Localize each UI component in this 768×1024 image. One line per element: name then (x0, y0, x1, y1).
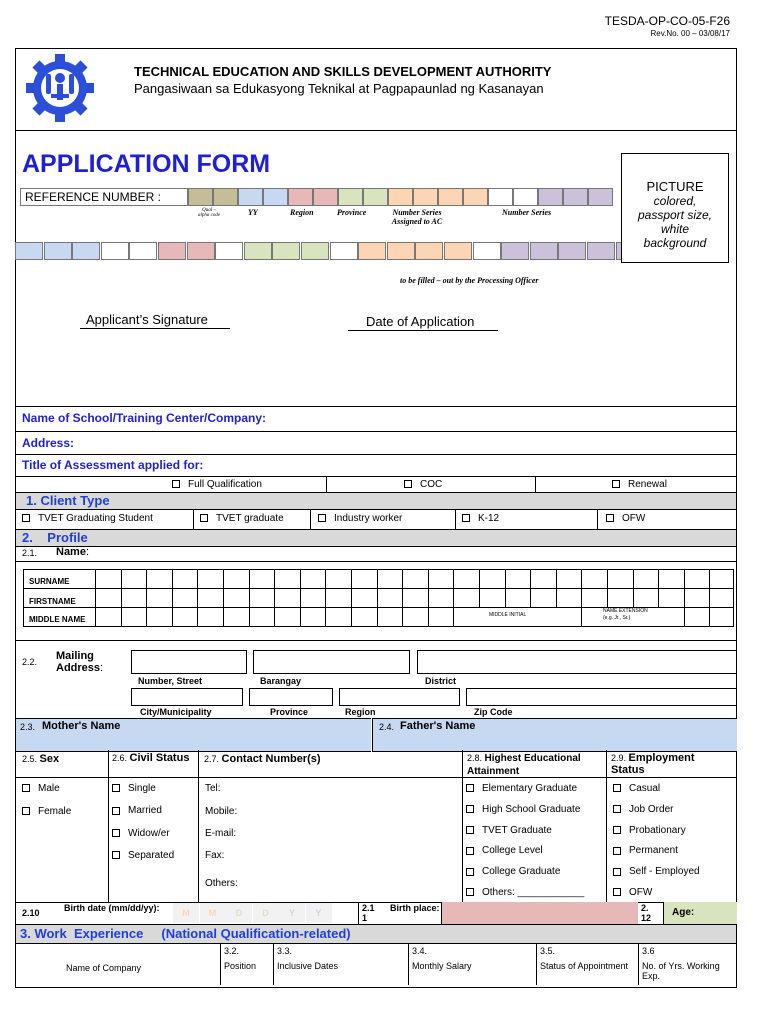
education-option-label: High School Graduate (482, 803, 581, 815)
processing-note: to be filled – out by the Processing Officer (400, 276, 539, 285)
education-option-2[interactable] (466, 825, 552, 836)
work-column-4 (536, 943, 639, 985)
district-label: District (425, 676, 457, 686)
checkbox[interactable] (613, 805, 621, 813)
civil-option-label: Married (128, 805, 162, 817)
name-label: Name (56, 546, 86, 558)
processing-cell[interactable] (501, 242, 529, 260)
section-title: 3. Work Experience (National Qualification-related) (20, 926, 351, 941)
divider (310, 509, 311, 529)
surname-label: SURNAME (29, 577, 70, 586)
birthdate-cell[interactable]: M (200, 903, 227, 923)
divider (15, 777, 737, 778)
processing-cell[interactable] (301, 242, 329, 260)
checkbox[interactable] (606, 514, 614, 522)
contact-field-2[interactable]: E-mail: (205, 828, 237, 839)
option-label: OFW (622, 513, 646, 524)
checkbox[interactable] (22, 807, 30, 815)
grid-col-line (223, 569, 224, 626)
name-extension-note: (e.g. Jr., Sr.) (603, 615, 631, 621)
checkbox[interactable] (22, 784, 30, 792)
reference-cell[interactable] (438, 188, 463, 206)
checkbox[interactable] (466, 847, 474, 855)
work-column-0 (16, 943, 221, 985)
reference-cell[interactable] (288, 188, 313, 206)
civil-status-heading (112, 752, 198, 764)
mother-name-label: Mother's Name (42, 720, 121, 732)
civil-option-label: Separated (128, 849, 175, 861)
work-column-number: 3.2. (224, 946, 240, 956)
option-label: TVET graduate (216, 513, 284, 524)
reference-cell[interactable] (463, 188, 488, 206)
checkbox[interactable] (200, 514, 208, 522)
mother-name-field[interactable] (16, 718, 371, 752)
work-column-label: Status of Appointment (540, 961, 629, 971)
divider (108, 750, 109, 902)
work-column-label: Inclusive Dates (277, 961, 339, 971)
caption-yy: YY (248, 208, 258, 217)
processing-cell[interactable] (15, 242, 43, 260)
caption-number-series-ac: Number Series Assigned to AC (391, 208, 443, 226)
checkbox[interactable] (466, 868, 474, 876)
caption-number-series: Number Series (502, 208, 552, 217)
city-label: City/Municipality (140, 707, 212, 717)
birthdate-number: 2.10 (22, 908, 40, 918)
sex-option-label: Male (38, 783, 60, 794)
divider (15, 406, 737, 407)
father-name-field[interactable] (372, 718, 737, 752)
grid-col-line (197, 569, 198, 626)
work-column-1 (220, 943, 274, 985)
client-type-header (16, 492, 736, 510)
grid-col-line (274, 569, 275, 626)
option-renewal[interactable] (612, 479, 667, 490)
education-option-label: Elementary Graduate (482, 783, 578, 794)
birthplace-label: Birth place: (390, 903, 440, 913)
employment-option-2[interactable] (613, 825, 686, 836)
checkbox[interactable] (112, 829, 120, 837)
profile-header (16, 529, 736, 547)
employment-label: Employment Status (611, 752, 695, 776)
checkbox[interactable] (613, 868, 621, 876)
district-input[interactable] (417, 650, 737, 674)
divider (535, 476, 536, 492)
processing-cell[interactable] (558, 242, 586, 260)
name-number: 2.1. (22, 548, 38, 558)
reference-cell[interactable] (588, 188, 613, 206)
employment-option-0[interactable] (613, 783, 660, 794)
section-title: 1. Client Type (26, 493, 110, 508)
reference-cell[interactable] (363, 188, 388, 206)
street-label: Number, Street (138, 676, 203, 686)
contact-heading (204, 753, 321, 765)
processing-cell[interactable] (187, 242, 215, 260)
divider (15, 476, 737, 477)
age-label: Age: (672, 907, 695, 918)
checkbox[interactable] (172, 480, 180, 488)
sex-label: Sex (39, 753, 60, 765)
employment-option-label: Probationary (629, 824, 686, 836)
checkbox[interactable] (613, 888, 621, 896)
checkbox[interactable] (613, 784, 621, 792)
checkbox[interactable] (404, 480, 412, 488)
civil-option-3[interactable] (112, 850, 174, 861)
birthdate-cell[interactable]: M (173, 903, 200, 923)
work-column-label: Name of Company (66, 963, 142, 973)
work-column-3 (408, 943, 537, 985)
divider (462, 750, 463, 902)
work-column-number: 3.5. (540, 946, 556, 956)
agency-name-filipino: Pangasiwaan sa Edukasyong Teknikal at Pagpapaunlad ng Kasanayan (134, 81, 544, 96)
contact-field-4[interactable]: Others: (205, 878, 238, 889)
grid-col-line (300, 569, 301, 626)
reference-cell[interactable] (513, 188, 538, 206)
father-name-label: Father's Name (400, 720, 476, 732)
option-label: K-12 (478, 513, 500, 524)
divider (358, 902, 359, 924)
revision-number: Rev.No. 00 – 03/08/17 (650, 29, 730, 38)
divider (606, 750, 607, 902)
name-extension-label: NAME EXTENSION (603, 608, 648, 614)
processing-cell[interactable] (473, 242, 501, 260)
option-label: Renewal (628, 479, 667, 490)
street-input[interactable] (131, 650, 247, 674)
contact-number: 2.7. (204, 754, 220, 764)
picture-box[interactable] (621, 153, 729, 263)
region-label: Region (345, 707, 376, 717)
civil-option-2[interactable] (112, 828, 170, 839)
divider (15, 431, 737, 432)
grid-col-line (351, 569, 352, 626)
divider (15, 130, 737, 131)
age-input[interactable] (663, 902, 737, 924)
checkbox[interactable] (112, 807, 120, 815)
grid-col-line (249, 569, 250, 626)
work-column-label: Position (224, 961, 257, 971)
reference-cell[interactable] (488, 188, 513, 206)
grid-col-line (453, 569, 454, 626)
employment-option-label: Job Order (629, 803, 674, 815)
mother-number: 2.3. (20, 722, 36, 732)
education-option-label: Others: ____________ (482, 887, 585, 898)
work-column-number: 3.3. (277, 946, 293, 956)
work-column-number: 3.4. (412, 946, 428, 956)
grid-col-line (684, 569, 685, 626)
section-title: 2. Profile (22, 530, 88, 545)
work-column-2 (273, 943, 409, 985)
age-number: 2. 12 (641, 903, 652, 923)
civil-option-label: Single (128, 783, 156, 794)
processing-cell[interactable] (530, 242, 558, 260)
reference-cell[interactable] (413, 188, 438, 206)
checkbox[interactable] (462, 514, 470, 522)
option-full-qualification[interactable] (172, 479, 262, 490)
employment-number: 2.9. (611, 753, 627, 763)
education-option-3[interactable] (466, 845, 543, 856)
region-input[interactable] (339, 688, 460, 706)
divider (15, 561, 737, 562)
employment-option-label: Permanent (629, 845, 678, 857)
processing-cell[interactable] (415, 242, 443, 260)
civil-option-1[interactable] (112, 805, 162, 816)
birthdate-cell[interactable]: Y (279, 903, 306, 923)
birthdate-cell[interactable]: D (226, 903, 253, 923)
processing-cell[interactable] (129, 242, 157, 260)
firstname-label: FIRSTNAME (29, 597, 76, 606)
divider (15, 454, 737, 455)
education-number: 2.8. (467, 753, 483, 763)
employment-heading (611, 752, 731, 776)
processing-cell[interactable] (330, 242, 358, 260)
agency-name: TECHNICAL EDUCATION AND SKILLS DEVELOPMENT AUTHORITY (134, 64, 552, 79)
sex-option-label: Female (38, 806, 72, 817)
civil-number: 2.6. (112, 753, 128, 763)
processing-cell[interactable] (101, 242, 129, 260)
zip-code-label: Zip Code (474, 707, 513, 717)
processing-cell[interactable] (358, 242, 386, 260)
mailing-address-label: Mailing Address (56, 650, 101, 674)
client-industry-worker[interactable] (318, 513, 402, 524)
processing-cell[interactable] (244, 242, 272, 260)
education-option-label: College Level (482, 845, 543, 857)
education-label: Highest Educational Attainment (467, 753, 581, 777)
birthdate-cell[interactable]: Y (306, 903, 333, 923)
grid-col-line (146, 569, 147, 626)
contact-field-3[interactable]: Fax: (205, 850, 225, 861)
reference-cell[interactable] (213, 188, 238, 206)
mailing-number: 2.2. (22, 657, 38, 667)
option-label: TVET Graduating Student (38, 513, 153, 524)
processing-cell[interactable] (387, 242, 415, 260)
form-title: APPLICATION FORM (22, 150, 271, 178)
education-option-1[interactable] (466, 804, 580, 815)
option-coc[interactable] (404, 479, 442, 490)
work-column-number: 3.6 (642, 946, 655, 956)
work-column-label: Monthly Salary (412, 961, 472, 971)
divider (193, 509, 194, 529)
divider (15, 640, 737, 641)
employment-option-label: OFW (629, 887, 653, 898)
mailing-colon: : (100, 662, 104, 674)
education-option-label: College Graduate (482, 866, 561, 878)
checkbox[interactable] (466, 888, 474, 896)
grid-col-line (172, 569, 173, 626)
checkbox[interactable] (318, 514, 326, 522)
employment-option-3[interactable] (613, 845, 678, 856)
option-label: Full Qualification (188, 479, 262, 490)
processing-cell[interactable] (587, 242, 615, 260)
contact-field-0[interactable]: Tel: (205, 783, 221, 794)
contact-label: Contact Number(s) (221, 753, 321, 765)
caption-qual: Qual – alpha code (197, 208, 221, 218)
date-label: Date of Application (366, 314, 475, 329)
processing-cell[interactable] (444, 242, 472, 260)
barangay-input[interactable] (253, 650, 410, 674)
grid-col-line (325, 569, 326, 626)
reference-cell[interactable] (238, 188, 263, 206)
employment-option-label: Casual (629, 783, 661, 794)
employment-option-label: Self - Employed (629, 866, 700, 878)
reference-cell[interactable] (538, 188, 563, 206)
form-code: TESDA-OP-CO-05-F26 (604, 14, 730, 28)
option-label: Industry worker (334, 513, 403, 524)
picture-title: PICTURE (646, 179, 704, 194)
grid-row-line (23, 588, 734, 589)
education-option-5[interactable] (466, 887, 584, 898)
divider (597, 509, 598, 529)
reference-cell[interactable] (338, 188, 363, 206)
middlename-label: MIDDLE NAME (29, 615, 86, 624)
zip-code-input[interactable] (466, 688, 737, 706)
reference-cell[interactable] (563, 188, 588, 206)
work-column-label: No. of Yrs. Working Exp. (642, 961, 720, 981)
client-k12[interactable] (462, 513, 499, 524)
divider (198, 750, 199, 902)
province-input[interactable] (249, 688, 333, 706)
checkbox[interactable] (613, 847, 621, 855)
birthdate-cell[interactable]: D (253, 903, 280, 923)
employment-option-4[interactable] (613, 866, 700, 877)
reference-cell[interactable] (313, 188, 338, 206)
signature-label: Applicant’s Signature (86, 312, 208, 327)
client-ofw[interactable] (606, 513, 645, 524)
date-line[interactable] (348, 330, 498, 331)
grid-col-line (121, 569, 122, 626)
divider (326, 476, 327, 492)
mailing-address-heading (56, 650, 116, 674)
signature-line[interactable] (80, 328, 230, 329)
checkbox[interactable] (22, 514, 30, 522)
sex-option-0[interactable] (22, 783, 60, 794)
civil-option-0[interactable] (112, 783, 156, 794)
education-heading (467, 752, 597, 778)
barangay-label: Barangay (260, 676, 302, 686)
employment-option-1[interactable] (613, 804, 673, 815)
processing-cell[interactable] (44, 242, 72, 260)
name-colon: : (85, 546, 90, 558)
picture-note: colored, passport size, white background (637, 194, 713, 250)
education-option-4[interactable] (466, 866, 560, 877)
work-experience-header (16, 924, 736, 944)
birthdate-label: Birth date (mm/dd/yy): (64, 903, 160, 913)
school-name-label: Name of School/Training Center/Company: (22, 411, 267, 425)
assessment-title-label: Title of Assessment applied for: (22, 458, 204, 472)
processing-cell[interactable] (158, 242, 186, 260)
checkbox[interactable] (466, 826, 474, 834)
checkbox[interactable] (612, 480, 620, 488)
divider (455, 509, 456, 529)
education-option-label: TVET Graduate (482, 824, 552, 836)
client-tvet-graduating[interactable] (22, 513, 153, 524)
address-label: Address: (22, 436, 75, 450)
tesda-logo-icon (22, 50, 98, 126)
civil-option-label: Widow/er (128, 827, 170, 839)
grid-col-line (377, 569, 378, 626)
caption-region: Region (290, 208, 314, 217)
city-input[interactable] (131, 688, 243, 706)
option-label: COC (420, 479, 443, 490)
work-column-5 (638, 943, 736, 985)
sex-heading (22, 753, 59, 765)
processing-cell[interactable] (272, 242, 300, 260)
reference-cell[interactable] (388, 188, 413, 206)
checkbox[interactable] (112, 784, 120, 792)
contact-field-1[interactable]: Mobile: (205, 806, 238, 817)
name-heading (56, 546, 89, 558)
checkbox[interactable] (466, 784, 474, 792)
grid-col-line (428, 569, 429, 626)
province-label: Province (270, 707, 309, 717)
grid-col-line (95, 569, 96, 626)
reference-cell[interactable] (188, 188, 213, 206)
civil-status-label: Civil Status (129, 752, 190, 764)
processing-cell[interactable] (72, 242, 100, 260)
employment-option-5[interactable] (613, 887, 652, 898)
processing-cell[interactable] (215, 242, 243, 260)
sex-number: 2.5. (22, 754, 38, 764)
checkbox[interactable] (112, 851, 120, 859)
sex-option-1[interactable] (22, 806, 71, 817)
reference-label-box (20, 188, 188, 206)
birthplace-number: 2.1 1 (362, 903, 375, 923)
birthplace-input[interactable] (441, 902, 638, 924)
caption-province: Province (337, 208, 367, 217)
grid-col-line (402, 569, 403, 626)
client-tvet-graduate[interactable] (200, 513, 284, 524)
checkbox[interactable] (466, 805, 474, 813)
reference-label: REFERENCE NUMBER : (25, 190, 162, 204)
education-option-0[interactable] (466, 783, 577, 794)
reference-cell[interactable] (263, 188, 288, 206)
father-number: 2.4. (379, 722, 395, 732)
checkbox[interactable] (613, 826, 621, 834)
middle-initial-label: MIDDLE INITIAL (489, 612, 527, 618)
grid-col-line (709, 569, 710, 626)
